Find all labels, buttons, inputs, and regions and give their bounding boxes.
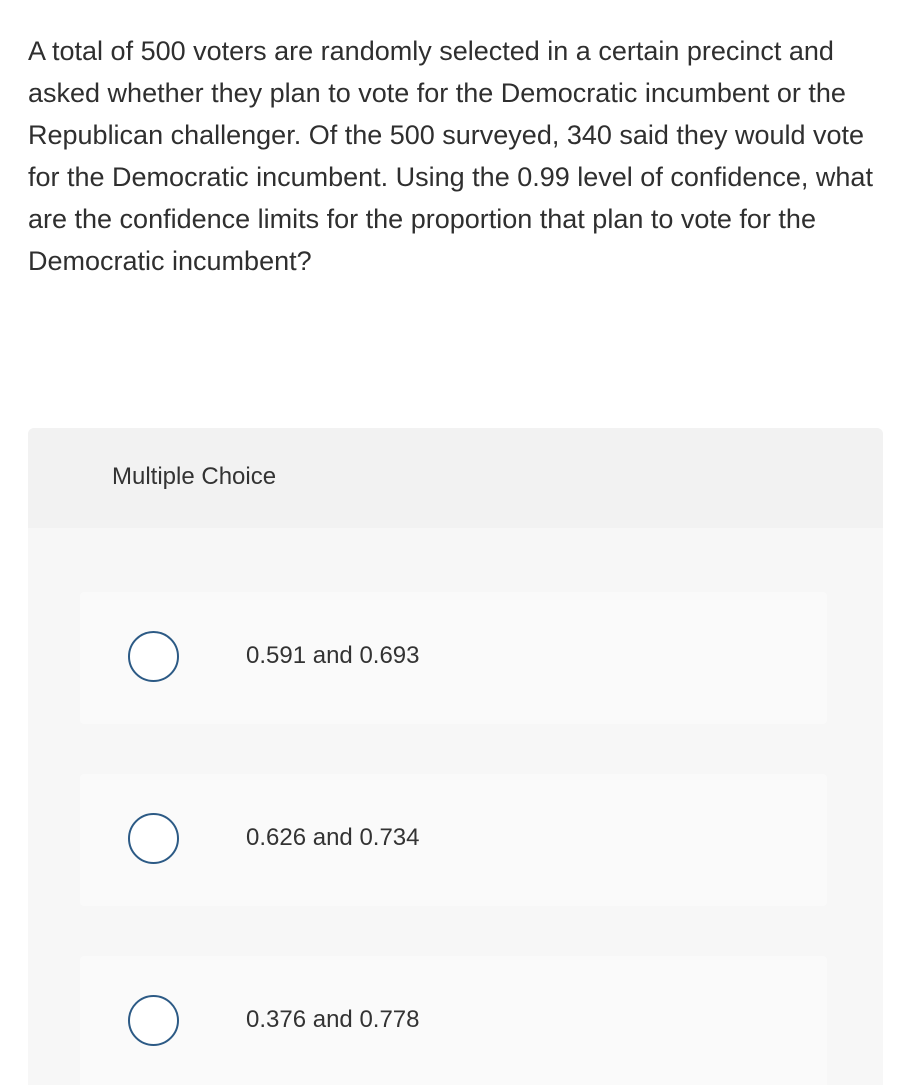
multiple-choice-panel <box>28 428 883 1085</box>
answer-option-label: 0.626 and 0.734 <box>246 824 420 851</box>
multiple-choice-title: Multiple Choice <box>112 463 277 490</box>
answer-option-label: 0.376 and 0.778 <box>246 1006 420 1033</box>
answer-option-2[interactable] <box>80 774 827 906</box>
answer-option-3[interactable] <box>80 956 827 1085</box>
multiple-choice-header <box>28 428 883 528</box>
radio-button-icon[interactable] <box>128 995 179 1046</box>
radio-button-icon[interactable] <box>128 813 179 864</box>
question-text: A total of 500 voters are randomly selected in a certain precinct and asked whether they plan to vote for the Democratic incumbent or the Republican challenger. Of the 500 surveyed, 340 said they would vote for the Democratic incumbent. Using the 0.99 level of confidence, what are the confidence limits for the proportion that plan to vote for the Democratic incumbent? <box>28 36 873 276</box>
answer-option-label: 0.591 and 0.693 <box>246 642 420 669</box>
answer-option-1[interactable] <box>80 592 827 724</box>
radio-button-icon[interactable] <box>128 631 179 682</box>
